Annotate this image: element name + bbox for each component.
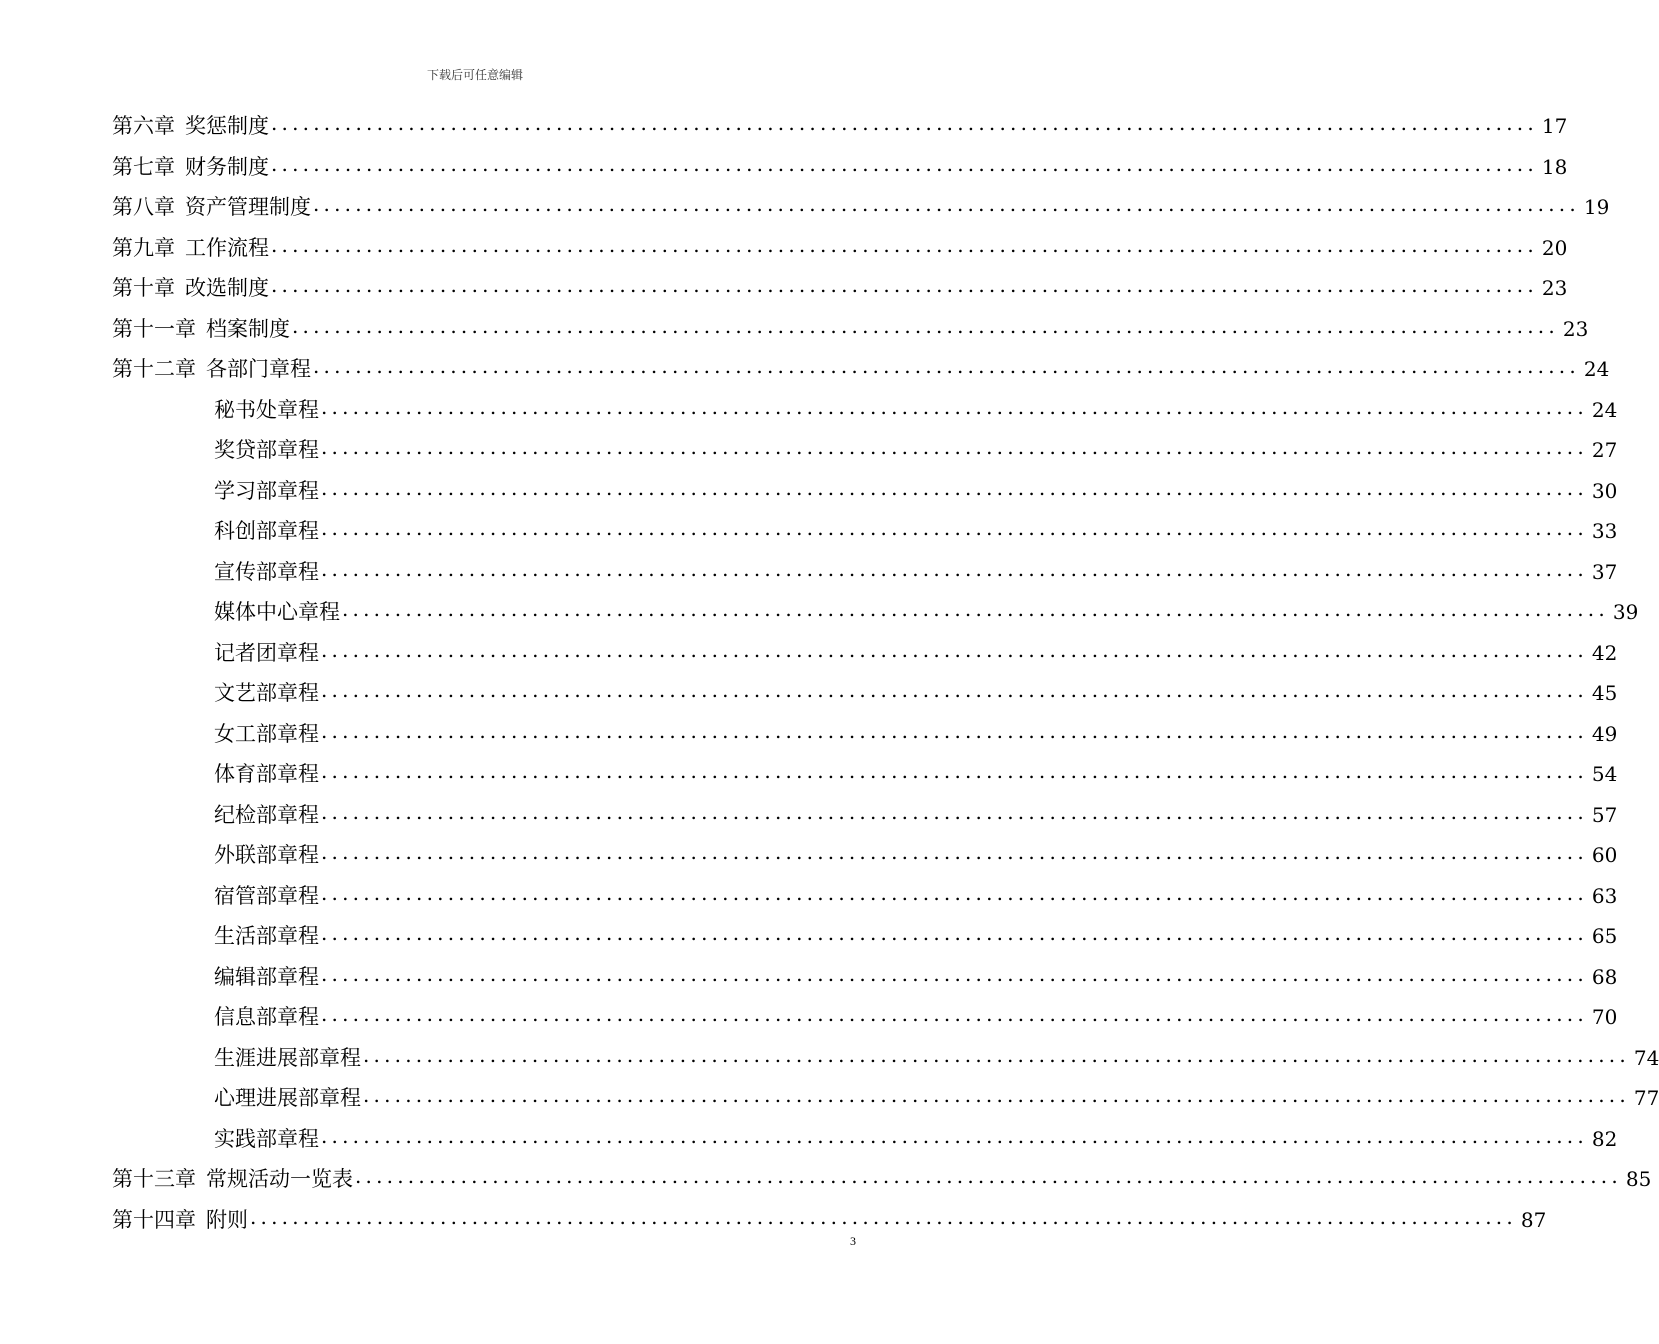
toc-page-number: 37 <box>1591 559 1618 584</box>
toc-dot-leader: ........................................................................................................................ <box>363 1042 1630 1067</box>
toc-entry-label: 纪检部章程 <box>214 802 319 827</box>
toc-page-number: 18 <box>1541 154 1568 179</box>
toc-chapter-number: 第七章 <box>112 154 175 179</box>
toc-section-entry[interactable] <box>112 957 1618 998</box>
toc-page-number: 39 <box>1612 600 1639 624</box>
toc-section-entry[interactable] <box>112 511 1618 552</box>
toc-section-entry[interactable] <box>112 633 1618 674</box>
toc-chapter-entry[interactable] <box>112 106 1568 147</box>
toc-dot-leader: ........................................................................................................................ <box>271 151 1538 176</box>
toc-section-entry[interactable] <box>112 835 1618 876</box>
toc-dot-leader: ........................................................................................................................ <box>321 556 1588 581</box>
toc-entry-title <box>214 471 319 512</box>
toc-page-number: 23 <box>1541 276 1568 300</box>
toc-dot-leader: ........................................................................................................................ <box>363 1083 1630 1107</box>
toc-entry-label: 媒体中心章程 <box>214 600 340 624</box>
toc-entry-title <box>112 349 311 390</box>
toc-section-entry[interactable] <box>112 1119 1618 1160</box>
toc-section-entry[interactable] <box>112 754 1618 795</box>
toc-page-number: 49 <box>1591 721 1618 746</box>
toc-dot-leader: ........................................................................................................................ <box>321 637 1588 662</box>
table-of-contents <box>112 106 1659 1240</box>
toc-entry-title <box>214 1078 361 1119</box>
toc-entry-label: 女工部章程 <box>214 721 319 746</box>
toc-page-number: 70 <box>1591 1005 1618 1029</box>
toc-entry-label: 编辑部章程 <box>214 964 319 989</box>
toc-dot-leader: ........................................................................................................................ <box>250 1204 1517 1229</box>
toc-page-number: 77 <box>1633 1086 1659 1110</box>
toc-dot-leader: ........................................................................................................................ <box>321 394 1588 419</box>
toc-page-number: 20 <box>1541 235 1568 260</box>
toc-entry-label: 各部门章程 <box>206 357 311 381</box>
toc-page-number: 74 <box>1633 1045 1659 1070</box>
toc-chapter-number: 第十一章 <box>112 316 196 341</box>
toc-section-entry[interactable] <box>112 430 1618 471</box>
toc-entry-title <box>112 228 269 269</box>
toc-chapter-entry[interactable] <box>112 268 1568 309</box>
toc-dot-leader: ........................................................................................................................ <box>321 678 1588 702</box>
toc-entry-title <box>214 673 319 714</box>
toc-entry-label: 资产管理制度 <box>185 195 311 219</box>
toc-entry-title <box>112 1159 353 1200</box>
toc-page-number: 63 <box>1591 883 1618 908</box>
toc-entry-title <box>112 147 269 188</box>
toc-entry-title <box>214 754 319 795</box>
toc-entry-label: 文艺部章程 <box>214 681 319 705</box>
toc-entry-title <box>112 187 311 228</box>
toc-entry-title <box>214 876 319 917</box>
toc-chapter-entry[interactable] <box>112 228 1568 269</box>
toc-dot-leader: ........................................................................................................................ <box>321 1123 1588 1148</box>
toc-dot-leader: ........................................................................................................................ <box>321 880 1588 905</box>
toc-chapter-number: 第六章 <box>112 114 175 138</box>
toc-dot-leader: ........................................................................................................................ <box>342 597 1609 621</box>
toc-dot-leader: ........................................................................................................................ <box>271 273 1538 297</box>
toc-page-number: 19 <box>1583 195 1610 219</box>
toc-chapter-number: 第十章 <box>112 276 175 300</box>
toc-entry-label: 心理进展部章程 <box>214 1086 361 1110</box>
toc-section-entry[interactable] <box>112 471 1618 512</box>
toc-entry-title <box>214 430 319 471</box>
toc-page-number: 33 <box>1591 519 1618 543</box>
toc-entry-label: 记者团章程 <box>214 640 319 665</box>
toc-entry-label: 档案制度 <box>206 316 290 341</box>
toc-page-number: 42 <box>1591 640 1618 665</box>
toc-section-entry[interactable] <box>112 997 1618 1038</box>
toc-entry-title <box>214 916 319 957</box>
toc-dot-leader: ........................................................................................................................ <box>321 921 1588 945</box>
toc-entry-label: 秘书处章程 <box>214 397 319 422</box>
toc-entry-label: 奖惩制度 <box>185 114 269 138</box>
toc-entry-title <box>214 390 319 431</box>
toc-dot-leader: ........................................................................................................................ <box>271 111 1538 135</box>
toc-page-number: 24 <box>1591 397 1618 422</box>
toc-page-number: 30 <box>1591 478 1618 503</box>
toc-chapter-number: 第十二章 <box>112 357 196 381</box>
page-number: 3 <box>850 1234 856 1248</box>
toc-entry-title <box>214 1119 319 1160</box>
toc-entry-title <box>214 1038 361 1079</box>
toc-entry-label: 学习部章程 <box>214 478 319 503</box>
toc-entry-label: 改选制度 <box>185 276 269 300</box>
toc-entry-title <box>214 714 319 755</box>
toc-entry-title <box>112 309 290 350</box>
toc-section-entry[interactable] <box>112 916 1618 957</box>
toc-page-number: 60 <box>1591 843 1618 867</box>
toc-entry-label: 宣传部章程 <box>214 559 319 584</box>
toc-section-entry[interactable] <box>112 552 1618 593</box>
toc-page-number: 27 <box>1591 438 1618 462</box>
toc-page-number: 24 <box>1583 357 1610 381</box>
toc-section-entry[interactable] <box>112 1038 1659 1079</box>
toc-section-entry[interactable] <box>112 673 1618 714</box>
toc-section-entry[interactable] <box>112 876 1618 917</box>
toc-entry-label: 财务制度 <box>185 154 269 179</box>
toc-chapter-entry[interactable] <box>112 147 1568 188</box>
toc-dot-leader: ........................................................................................................................ <box>321 435 1588 459</box>
toc-entry-title <box>214 552 319 593</box>
toc-entry-title <box>112 1200 248 1241</box>
toc-dot-leader: ........................................................................................................................ <box>321 516 1588 540</box>
header-note: 下载后可任意编辑 <box>426 68 523 82</box>
toc-dot-leader: ........................................................................................................................ <box>313 354 1580 378</box>
toc-entry-label: 附则 <box>206 1207 248 1232</box>
toc-entry-title <box>214 592 340 633</box>
toc-chapter-number: 第十四章 <box>112 1207 196 1232</box>
toc-page-number: 85 <box>1625 1167 1652 1191</box>
toc-page-number: 23 <box>1562 316 1589 341</box>
toc-entry-label: 宿管部章程 <box>214 883 319 908</box>
toc-section-entry[interactable] <box>112 795 1618 836</box>
toc-dot-leader: ........................................................................................................................ <box>321 718 1588 743</box>
toc-dot-leader: ........................................................................................................................ <box>292 313 1559 338</box>
toc-page-number: 45 <box>1591 681 1618 705</box>
toc-section-entry[interactable] <box>112 1078 1659 1119</box>
toc-entry-title <box>214 511 319 552</box>
toc-entry-title <box>214 957 319 998</box>
toc-dot-leader: ........................................................................................................................ <box>321 799 1588 824</box>
toc-page-number: 17 <box>1541 114 1568 138</box>
toc-page-number: 68 <box>1591 964 1618 989</box>
toc-entry-label: 实践部章程 <box>214 1126 319 1151</box>
toc-dot-leader: ........................................................................................................................ <box>321 1002 1588 1026</box>
toc-dot-leader: ........................................................................................................................ <box>321 475 1588 500</box>
toc-dot-leader: ........................................................................................................................ <box>321 961 1588 986</box>
toc-entry-title <box>214 835 319 876</box>
toc-entry-title <box>214 997 319 1038</box>
toc-dot-leader: ........................................................................................................................ <box>271 232 1538 257</box>
toc-page-number: 82 <box>1591 1126 1618 1151</box>
toc-entry-label: 工作流程 <box>185 235 269 260</box>
toc-page-number: 65 <box>1591 924 1618 948</box>
toc-chapter-number: 第九章 <box>112 235 175 260</box>
toc-section-entry[interactable] <box>112 390 1618 431</box>
toc-dot-leader: ........................................................................................................................ <box>321 759 1588 783</box>
toc-entry-title <box>214 795 319 836</box>
toc-entry-title <box>214 633 319 674</box>
toc-entry-label: 奖贷部章程 <box>214 438 319 462</box>
toc-page-number: 54 <box>1591 762 1618 786</box>
toc-chapter-entry[interactable] <box>112 309 1589 350</box>
toc-entry-label: 体育部章程 <box>214 762 319 786</box>
toc-page-number: 57 <box>1591 802 1618 827</box>
toc-chapter-entry[interactable] <box>112 349 1610 390</box>
toc-entry-label: 常规活动一览表 <box>206 1167 353 1191</box>
toc-entry-label: 信息部章程 <box>214 1005 319 1029</box>
toc-entry-title <box>112 268 269 309</box>
toc-entry-label: 生涯进展部章程 <box>214 1045 361 1070</box>
toc-dot-leader: ........................................................................................................................ <box>321 840 1588 864</box>
toc-dot-leader: ........................................................................................................................ <box>355 1164 1622 1188</box>
toc-section-entry[interactable] <box>112 592 1639 633</box>
toc-entry-label: 科创部章程 <box>214 519 319 543</box>
toc-entry-label: 外联部章程 <box>214 843 319 867</box>
toc-entry-label: 生活部章程 <box>214 924 319 948</box>
toc-chapter-number: 第十三章 <box>112 1167 196 1191</box>
toc-page-number: 87 <box>1520 1207 1547 1232</box>
toc-chapter-number: 第八章 <box>112 195 175 219</box>
toc-entry-title <box>112 106 269 147</box>
toc-chapter-entry[interactable] <box>112 1200 1547 1241</box>
toc-section-entry[interactable] <box>112 714 1618 755</box>
toc-chapter-entry[interactable] <box>112 1159 1652 1200</box>
toc-chapter-entry[interactable] <box>112 187 1610 228</box>
toc-dot-leader: ........................................................................................................................ <box>313 192 1580 216</box>
